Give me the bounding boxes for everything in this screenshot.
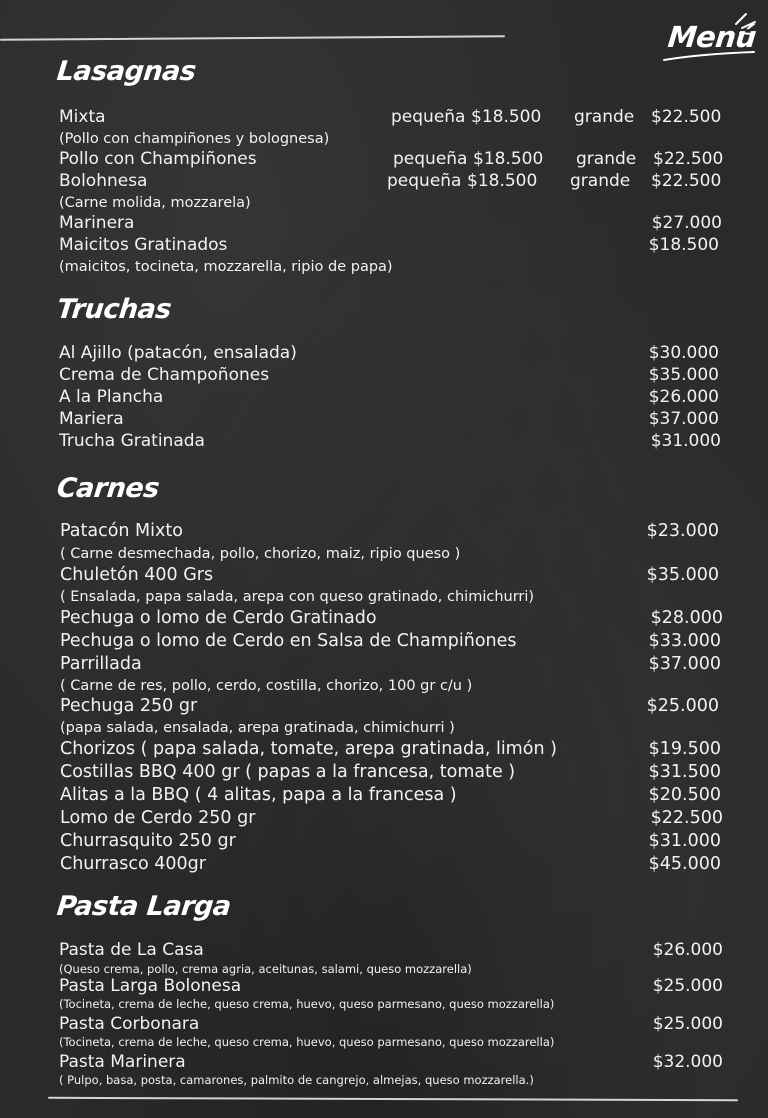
item-name: Churrasco 400gr xyxy=(60,854,206,874)
item-price: $22.500 xyxy=(650,808,723,828)
item-price: $31.500 xyxy=(648,762,721,782)
item-name: Pechuga 250 gr xyxy=(60,696,198,716)
item-price: $28.000 xyxy=(650,608,723,628)
item-name: Chorizos ( papa salada, tomate, arepa gratinada, limón ) xyxy=(60,739,557,759)
size-label-small: pequeña xyxy=(393,149,468,169)
item-name: Trucha Gratinada xyxy=(59,431,205,451)
item-name: Bolohnesa xyxy=(59,171,148,191)
item-description: (Carne molida, mozzarela) xyxy=(59,195,251,211)
item-price: $30.000 xyxy=(648,343,719,363)
item-name: Pasta Corbonara xyxy=(59,1014,200,1034)
item-price: $20.500 xyxy=(648,785,721,805)
price-small: $18.500 xyxy=(473,149,544,169)
item-price: $25.000 xyxy=(652,1014,723,1034)
price-small: $18.500 xyxy=(467,171,538,191)
item-price: $25.000 xyxy=(646,696,719,716)
item-price: $33.000 xyxy=(648,631,721,651)
item-price: $31.000 xyxy=(650,431,721,451)
item-name: Mariera xyxy=(59,409,124,429)
item-description: (maicitos, tocineta, mozzarella, ripio de papa) xyxy=(59,259,393,275)
item-description: ( Ensalada, papa salada, arepa con queso gratinado, chimichurri) xyxy=(60,589,535,605)
price-large: $22.500 xyxy=(651,107,722,127)
item-description: (Pollo con champiñones y bolognesa) xyxy=(59,131,330,147)
price-large: $22.500 xyxy=(653,149,724,169)
size-label-large: grande xyxy=(576,149,637,169)
menu-flourish-icon xyxy=(660,12,760,68)
item-description: ( Carne de res, pollo, cerdo, costilla, chorizo, 100 gr c/u ) xyxy=(60,678,473,694)
size-label-small: pequeña xyxy=(387,171,462,191)
item-price: $23.000 xyxy=(646,521,719,541)
section-title-lasagnas: Lasagnas xyxy=(55,56,198,87)
item-price: $35.000 xyxy=(648,365,719,385)
item-description: ( Pulpo, basa, posta, camarones, palmito de cangrejo, almejas, queso mozzarella.) xyxy=(59,1073,534,1087)
size-label-large: grande xyxy=(570,171,631,191)
item-price: $19.500 xyxy=(648,739,721,759)
item-price: $35.000 xyxy=(646,565,719,585)
section-title-truchas: Truchas xyxy=(55,294,173,325)
item-price: $37.000 xyxy=(648,654,721,674)
item-name: Alitas a la BBQ ( 4 alitas, papa a la francesa ) xyxy=(60,785,457,805)
section-title-pasta-larga: Pasta Larga xyxy=(55,891,233,922)
item-description: ( Carne desmechada, pollo, chorizo, maiz, ripio queso ) xyxy=(60,546,461,562)
menu-title: Menú xyxy=(666,20,758,54)
item-name: Parrillada xyxy=(60,654,142,674)
item-name: Pasta de La Casa xyxy=(59,940,204,960)
item-description: (Tocineta, crema de leche, queso crema, huevo, queso parmesano, queso mozzarella) xyxy=(59,1035,555,1049)
item-name: Crema de Champoñones xyxy=(59,365,270,385)
item-name: Patacón Mixto xyxy=(60,521,183,541)
item-name: A la Plancha xyxy=(59,387,164,407)
item-name: Pasta Larga Bolonesa xyxy=(59,976,242,996)
item-name: Pasta Marinera xyxy=(59,1052,186,1072)
bottom-divider-line xyxy=(48,1097,738,1101)
item-description: (Queso crema, pollo, crema agria, aceitunas, salami, queso mozzarella) xyxy=(59,962,472,976)
item-price: $26.000 xyxy=(652,940,723,960)
item-price: $25.000 xyxy=(652,976,723,996)
item-price: $32.000 xyxy=(652,1052,723,1072)
top-divider-line xyxy=(0,35,505,41)
item-name: Pechuga o lomo de Cerdo en Salsa de Champiñones xyxy=(60,631,517,651)
item-name: Mixta xyxy=(59,107,106,127)
item-description: (papa salada, ensalada, arepa gratinada, chimichurri ) xyxy=(60,720,455,736)
item-name: Lomo de Cerdo 250 gr xyxy=(60,808,256,828)
item-name: Maicitos Gratinados xyxy=(59,235,228,255)
item-price: $37.000 xyxy=(648,409,719,429)
item-name: Marinera xyxy=(59,213,135,233)
size-label-small: pequeña xyxy=(391,107,466,127)
item-name: Costillas BBQ 400 gr ( papas a la francesa, tomate ) xyxy=(60,762,516,782)
item-name: Al Ajillo (patacón, ensalada) xyxy=(59,343,297,363)
item-price: $26.000 xyxy=(648,387,719,407)
item-price: $31.000 xyxy=(648,831,721,851)
item-price: $45.000 xyxy=(648,854,721,874)
size-label-large: grande xyxy=(574,107,635,127)
item-name: Pollo con Champiñones xyxy=(59,149,257,169)
item-price: $27.000 xyxy=(651,213,722,233)
price-large: $22.500 xyxy=(651,171,722,191)
item-description: (Tocineta, crema de leche, queso crema, huevo, queso parmesano, queso mozzarella) xyxy=(59,997,555,1011)
item-name: Pechuga o lomo de Cerdo Gratinado xyxy=(60,608,377,628)
item-name: Chuletón 400 Grs xyxy=(60,565,214,585)
item-name: Churrasquito 250 gr xyxy=(60,831,236,851)
item-price: $18.500 xyxy=(648,235,719,255)
section-title-carnes: Carnes xyxy=(55,473,161,504)
price-small: $18.500 xyxy=(471,107,542,127)
